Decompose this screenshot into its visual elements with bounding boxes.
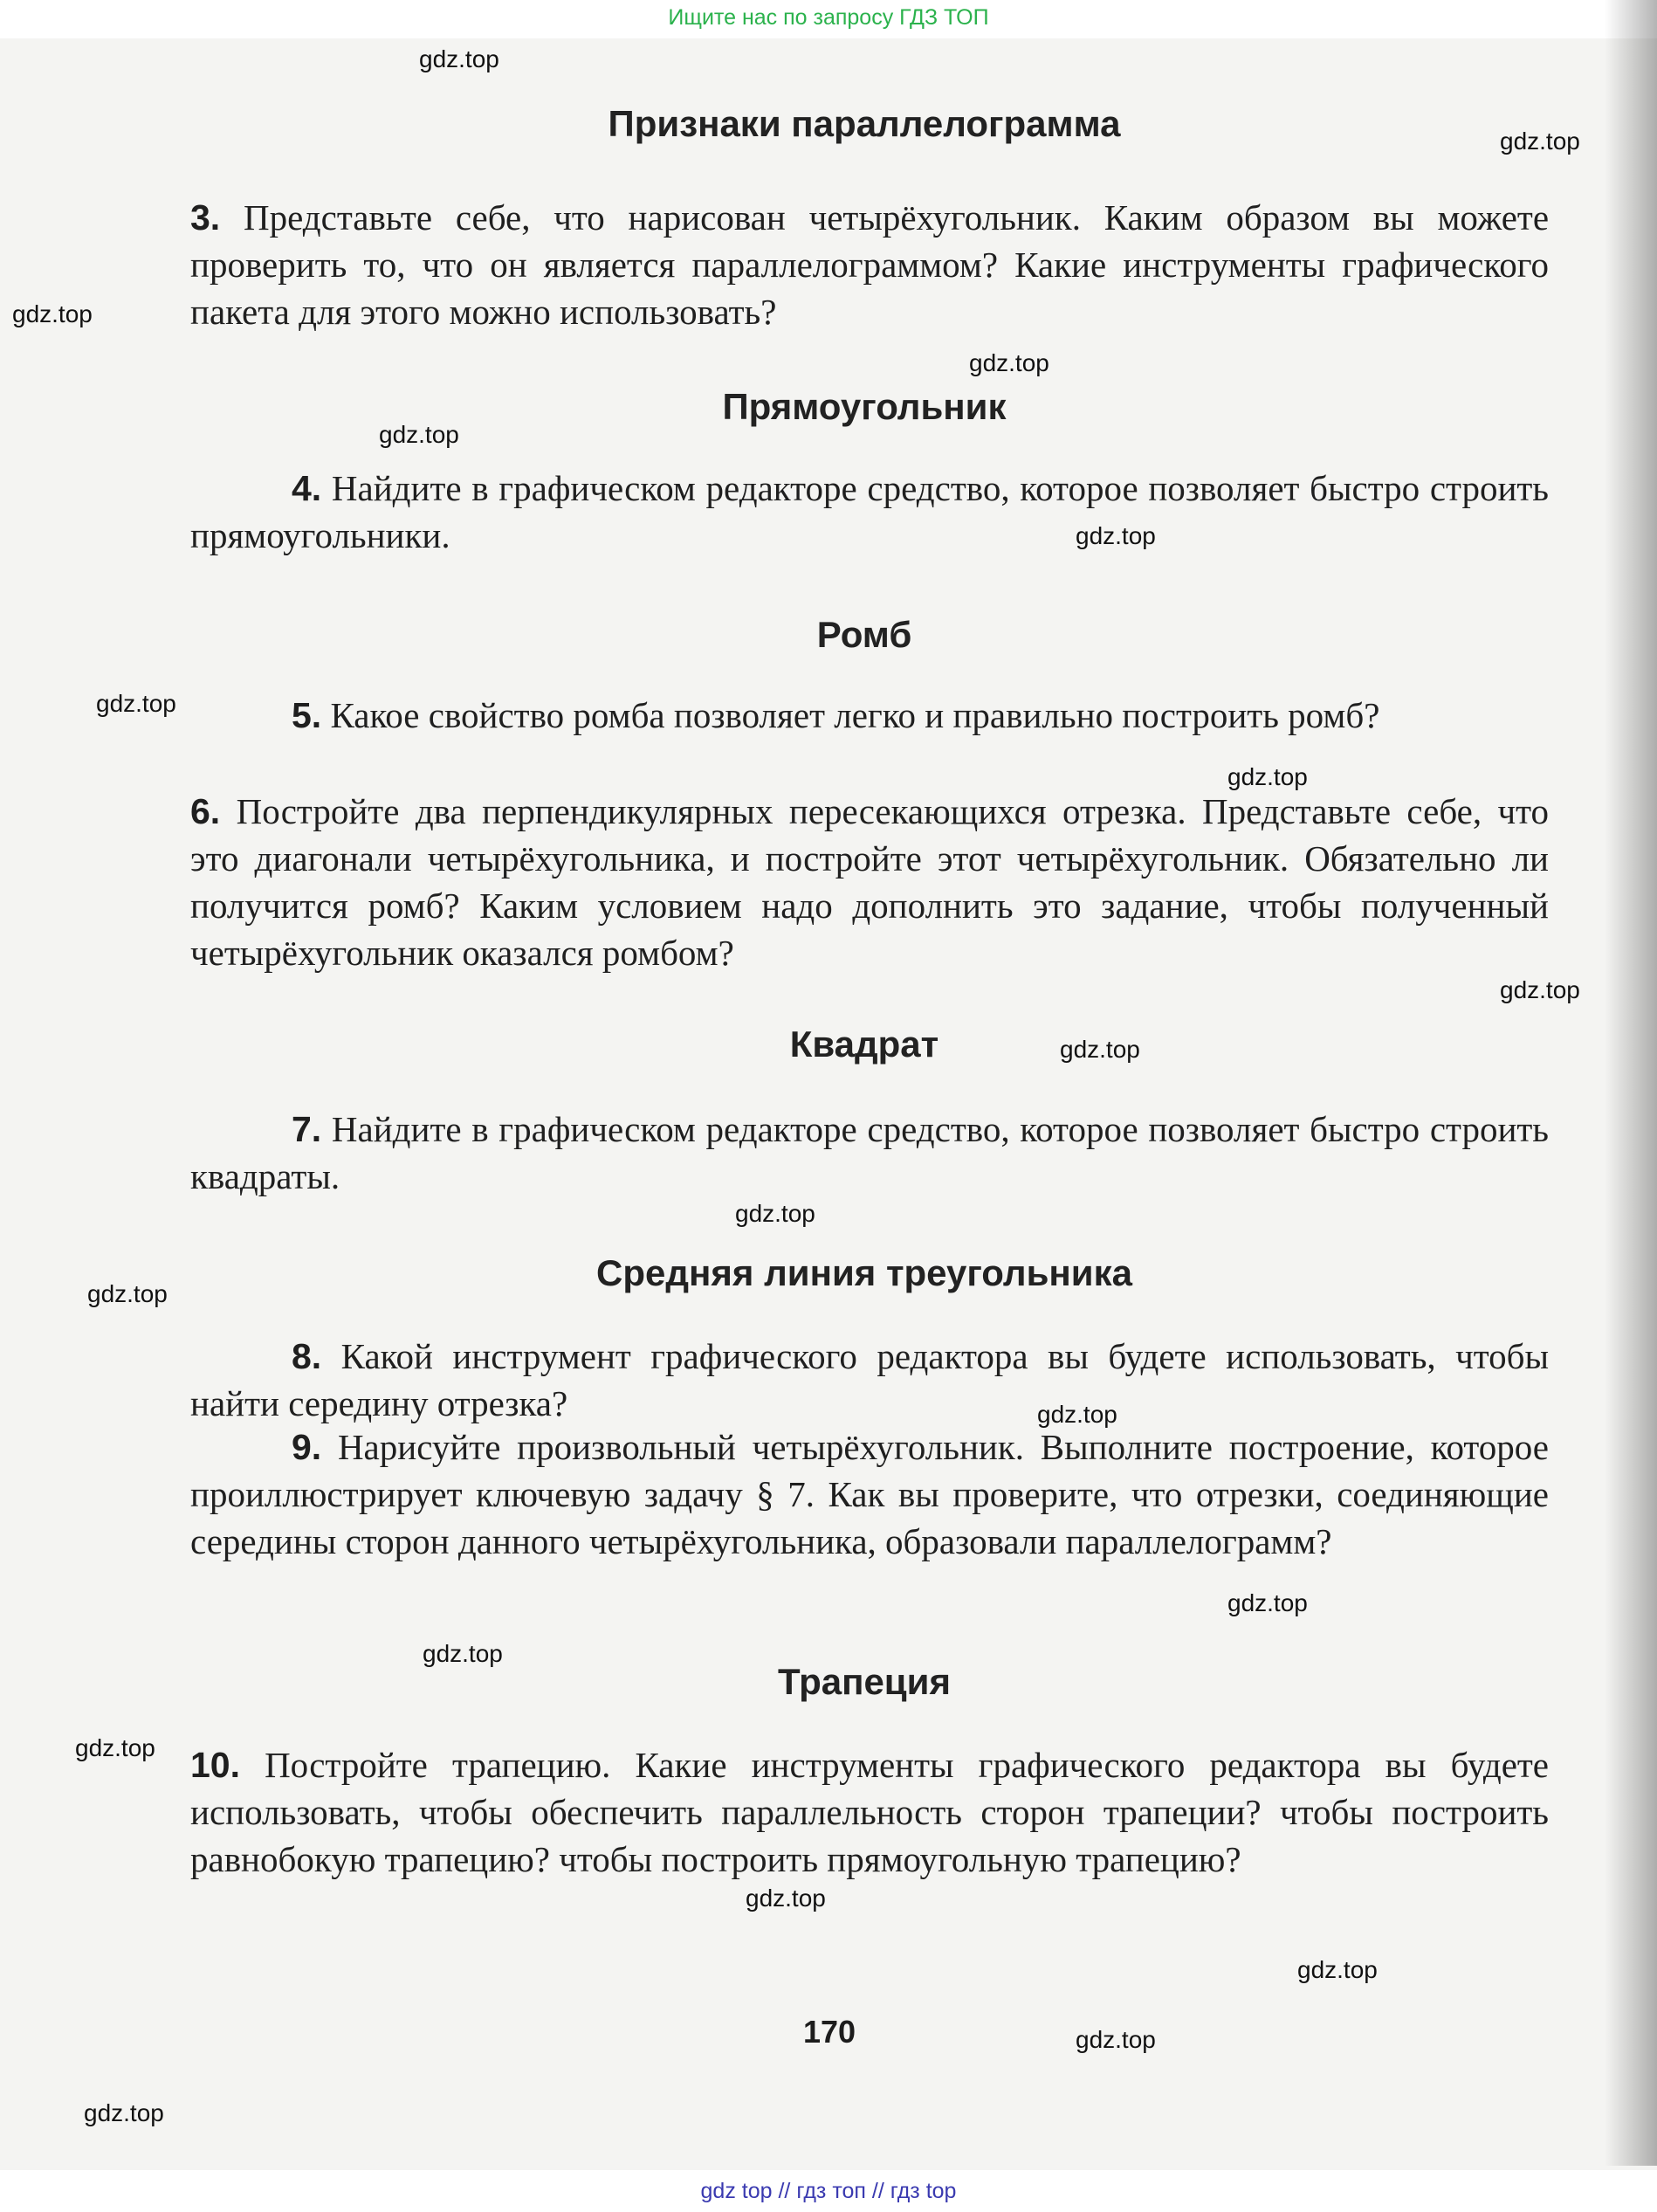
watermark: gdz.top (96, 690, 176, 717)
top-banner[interactable]: Ищите нас по запросу ГДЗ ТОП (0, 0, 1657, 38)
task-number: 8. (292, 1336, 322, 1376)
task-text: Представьте себе, что нарисован четырёхугольник. Каким образом вы можете проверить то, что он является параллелограммом? Какие инструменты графического пакета для этого можно использовать? (190, 197, 1550, 332)
task-text: Какое свойство ромба позволяет легко и правильно построить ромб? (330, 695, 1380, 735)
watermark: gdz.top (1227, 1589, 1308, 1616)
task-text: Постройте два перпендикулярных пересекающихся отрезка. Представьте себе, что это диагонали четырёхугольника, и постройте этот четырёхугольник. Обязательно ли получится ромб? Каким условием надо дополнить это задание, чтобы полученный четырёхугольник оказался ромбом? (190, 791, 1549, 973)
watermark: gdz.top (87, 1280, 168, 1307)
task-text: Нарисуйте произвольный четырёхугольник. Выполните построение, которое проиллюстрирует ключевую задачу § 7. Как вы проверите, что отрезки, соединяющие середины сторон данного четырёхугольника, образовали параллелограмм? (190, 1427, 1549, 1561)
task-number: 4. (292, 468, 322, 508)
section-heading-triangle-midline: Средняя линия треугольника (596, 1252, 1132, 1293)
task-text: Найдите в графическом редакторе средство, которое позволяет быстро строить прямоугольники. (190, 468, 1550, 555)
task-4 (190, 465, 1549, 559)
watermark: gdz.top (1297, 1956, 1378, 1983)
watermark: gdz.top (423, 1640, 503, 1667)
task-10 (190, 1741, 1549, 1883)
watermark: gdz.top (746, 1885, 826, 1912)
section-heading-trapezoid: Трапеция (778, 1661, 951, 1702)
task-3 (190, 194, 1549, 335)
watermark: gdz.top (1060, 1036, 1140, 1063)
task-number: 10. (190, 1745, 240, 1785)
watermark: gdz.top (1076, 522, 1156, 549)
task-number: 3. (190, 197, 221, 238)
bottom-banner[interactable]: gdz top // гдз топ // гдз top (0, 2170, 1657, 2212)
task-6 (190, 788, 1549, 976)
watermark: gdz.top (419, 45, 499, 72)
task-9 (190, 1423, 1549, 1565)
task-7 (190, 1106, 1549, 1200)
watermark: gdz.top (379, 421, 459, 448)
watermark: gdz.top (735, 1200, 815, 1227)
task-text: Какой инструмент графического редактора вы будете использовать, чтобы найти середину отрезка? (190, 1336, 1549, 1423)
watermark: gdz.top (1076, 2026, 1156, 2053)
task-text: Найдите в графическом редакторе средство, которое позволяет быстро строить квадраты. (190, 1109, 1550, 1196)
section-heading-square: Квадрат (789, 1023, 939, 1065)
task-8 (190, 1333, 1549, 1427)
watermark: gdz.top (84, 2099, 164, 2126)
task-number: 6. (190, 791, 221, 831)
watermark: gdz.top (75, 1734, 155, 1761)
task-number: 7. (292, 1109, 322, 1149)
section-heading-parallelogram-signs: Признаки параллелограмма (608, 103, 1121, 144)
watermark: gdz.top (1500, 976, 1580, 1003)
watermark: gdz.top (1037, 1401, 1117, 1428)
watermark: gdz.top (12, 300, 93, 327)
watermark: gdz.top (969, 349, 1049, 376)
watermark: gdz.top (1227, 763, 1308, 790)
task-number: 5. (292, 695, 322, 735)
task-text: Постройте трапецию. Какие инструменты графического редактора вы будете использовать, чтобы обеспечить параллельность сторон трапеции? чтобы построить равнобокую трапецию? чтобы построить прямоугольную трапецию? (190, 1745, 1550, 1879)
page-number: 170 (802, 2014, 856, 2050)
watermark: gdz.top (1500, 127, 1580, 155)
task-number: 9. (292, 1427, 322, 1467)
section-heading-rhombus: Ромб (816, 614, 912, 655)
section-heading-rectangle: Прямоугольник (722, 386, 1007, 427)
task-5 (190, 692, 1549, 739)
